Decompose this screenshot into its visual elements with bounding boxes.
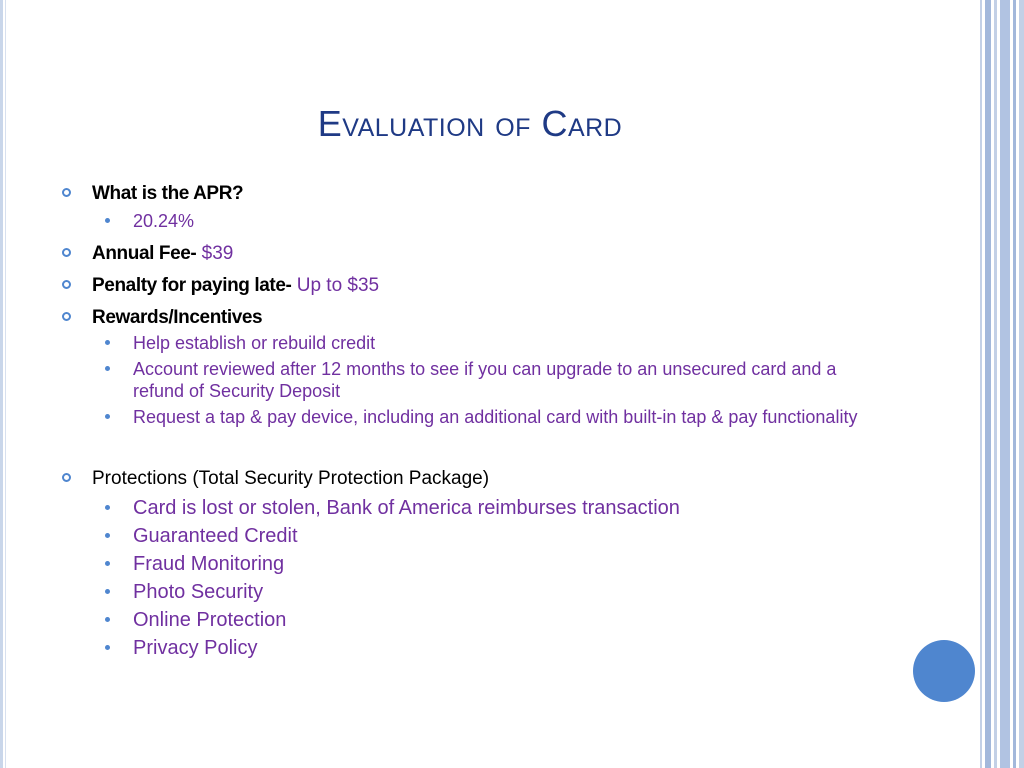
circle-bullet-icon [62, 248, 71, 257]
protections-item-text: Card is lost or stolen, Bank of America reimburses transaction [133, 497, 680, 519]
dot-bullet-icon [105, 505, 110, 510]
rewards-item-text: Account reviewed after 12 months to see if you can upgrade to an unsecured card and a refund of Security Deposit [133, 359, 837, 401]
late-penalty-label: Penalty for paying late- [92, 275, 292, 296]
right-stripe [1013, 0, 1016, 768]
sub-bullet-apr-value [62, 210, 882, 232]
dot-bullet-icon [105, 589, 110, 594]
bullet-apr [62, 181, 882, 207]
dot-bullet-icon [105, 218, 110, 223]
protections-item [62, 494, 882, 522]
dot-bullet-icon [105, 617, 110, 622]
right-stripe [1019, 0, 1024, 768]
rewards-item-text: Request a tap & pay device, including an additional card with built-in tap & pay functionality [133, 407, 858, 427]
slide-title: Evaluation of Card [317, 103, 623, 144]
protections-item [62, 522, 882, 550]
protections-item [62, 634, 882, 662]
rewards-item [62, 358, 882, 402]
bullet-annual-fee [62, 241, 882, 267]
protections-item [62, 578, 882, 606]
protections-item-text: Photo Security [133, 581, 264, 603]
bullet-rewards [62, 305, 882, 331]
annual-fee-label: Annual Fee- [92, 243, 197, 264]
circle-bullet-icon [62, 188, 71, 197]
protections-item-text: Online Protection [133, 609, 287, 631]
decorative-circle [913, 640, 975, 702]
rewards-item [62, 332, 882, 354]
bullet-protections [62, 466, 882, 492]
circle-bullet-icon [62, 312, 71, 321]
rewards-item-text: Help establish or rebuild credit [133, 333, 376, 353]
slide-content [62, 181, 882, 662]
apr-value: 20.24% [133, 211, 195, 231]
apr-label: What is the APR? [92, 183, 244, 204]
circle-bullet-icon [62, 280, 71, 289]
bullet-late-penalty [62, 273, 882, 299]
dot-bullet-icon [105, 533, 110, 538]
protections-label: Protections (Total Security Protection Package) [92, 468, 490, 489]
protections-item-text: Privacy Policy [133, 637, 258, 659]
late-penalty-value: Up to $35 [296, 275, 380, 296]
right-stripe [994, 0, 997, 768]
dot-bullet-icon [105, 645, 110, 650]
right-stripe [980, 0, 982, 768]
protections-item [62, 550, 882, 578]
right-stripe [1000, 0, 1010, 768]
rewards-item [62, 406, 882, 428]
dot-bullet-icon [105, 561, 110, 566]
dot-bullet-icon [105, 414, 110, 419]
rewards-label: Rewards/Incentives [92, 307, 263, 328]
dot-bullet-icon [105, 366, 110, 371]
dot-bullet-icon [105, 340, 110, 345]
protections-item-text: Guaranteed Credit [133, 525, 298, 547]
circle-bullet-icon [62, 473, 71, 482]
annual-fee-value: $39 [201, 243, 234, 264]
protections-item-text: Fraud Monitoring [133, 553, 285, 575]
right-stripe [985, 0, 991, 768]
protections-item [62, 606, 882, 634]
